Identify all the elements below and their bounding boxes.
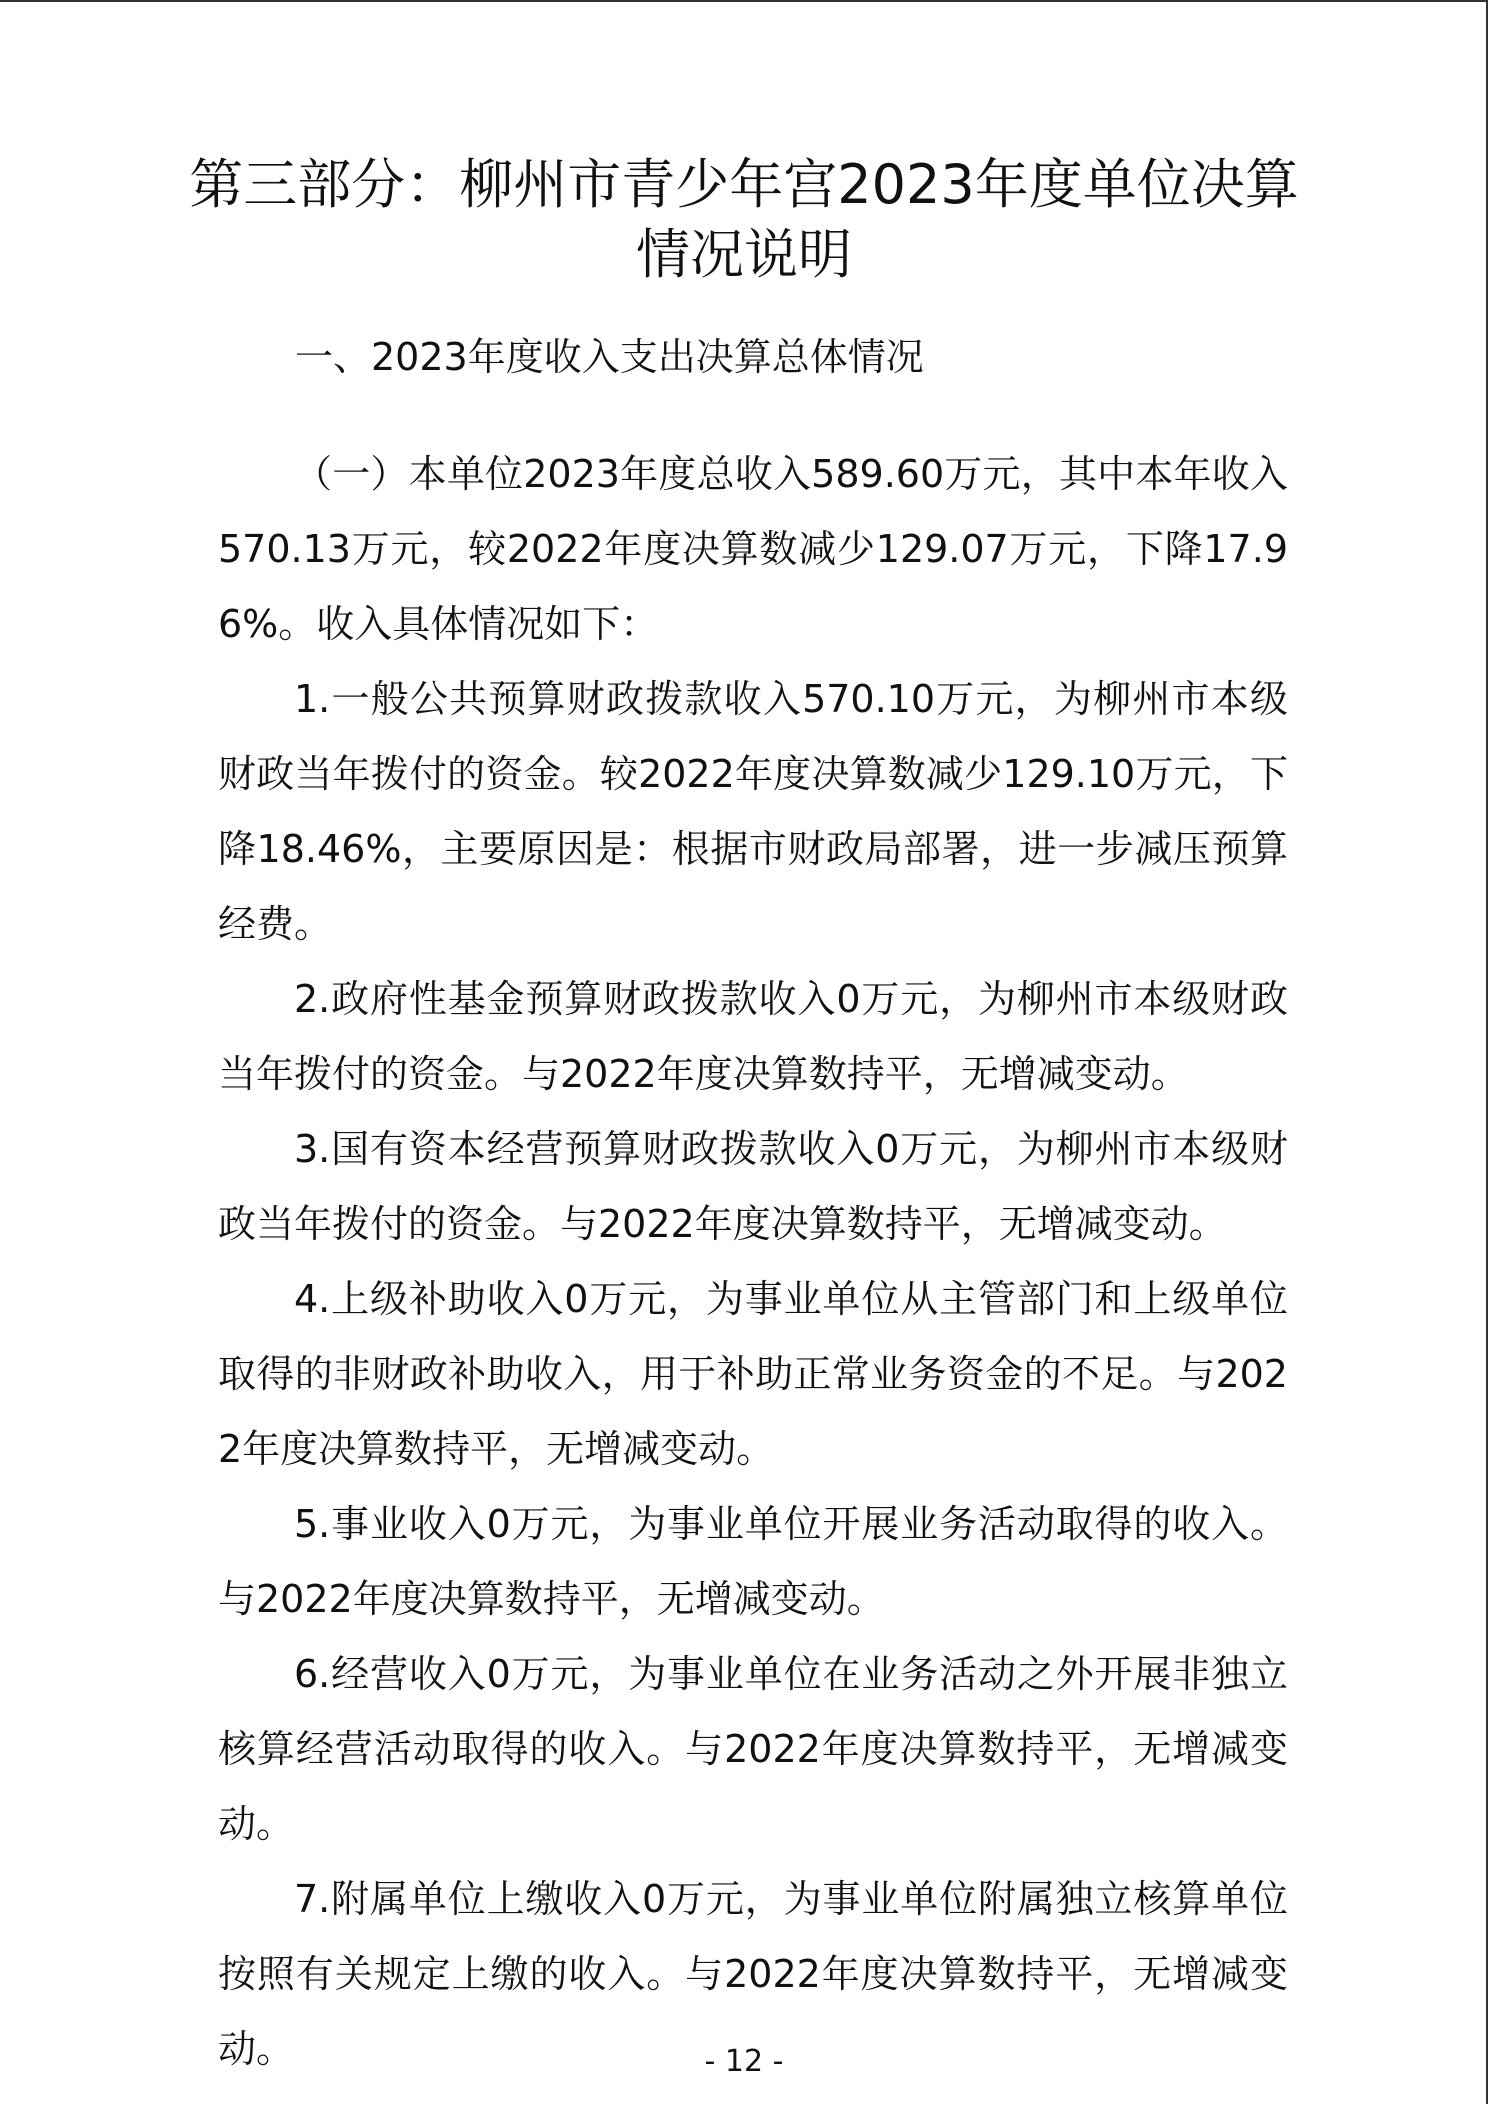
paragraph-superior-subsidy-income: 4.上级补助收入0万元，为事业单位从主管部门和上级单位取得的非财政补助收入，用于补助正常业务资金的不足。与2022年度决算数持平，无增减变动。 <box>218 1277 1288 1471</box>
paragraph-affiliated-unit-income: 7.附属单位上缴收入0万元，为事业单位附属独立核算单位按照有关规定上缴的收入。与2022年度决算数持平，无增减变动。 <box>218 1877 1288 2071</box>
page-title: 第三部分：柳州市青少年宫2023年度单位决算情况说明 <box>189 153 1299 286</box>
paragraph-business-income: 5.事业收入0万元，为事业单位开展业务活动取得的收入。与2022年度决算数持平，无增减变动。 <box>218 1502 1288 1621</box>
paragraph-operating-income: 6.经营收入0万元，为事业单位在业务活动之外开展非独立核算经营活动取得的收入。与2022年度决算数持平，无增减变动。 <box>218 1652 1288 1846</box>
section-heading: 一、2023年度收入支出决算总体情况 <box>295 335 924 379</box>
paragraph-government-fund-income: 2.政府性基金预算财政拨款收入0万元，为柳州市本级财政当年拨付的资金。与2022年度决算数持平，无增减变动。 <box>218 977 1288 1096</box>
body-text <box>218 437 1288 2087</box>
paragraph-general-budget-income: 1.一般公共预算财政拨款收入570.10万元，为柳州市本级财政当年拨付的资金。较2022年度决算数减少129.10万元，下降18.46%，主要原因是：根据市财政局部署，进一步减压预算经费。 <box>218 677 1288 946</box>
page-number: - 12 - <box>704 2044 784 2079</box>
paragraph-state-capital-income: 3.国有资本经营预算财政拨款收入0万元，为柳州市本级财政当年拨付的资金。与2022年度决算数持平，无增减变动。 <box>218 1127 1288 1246</box>
paragraph-total-income: （一）本单位2023年度总收入589.60万元，其中本年收入570.13万元，较2022年度决算数减少129.07万元，下降17.96%。收入具体情况如下： <box>218 452 1288 646</box>
